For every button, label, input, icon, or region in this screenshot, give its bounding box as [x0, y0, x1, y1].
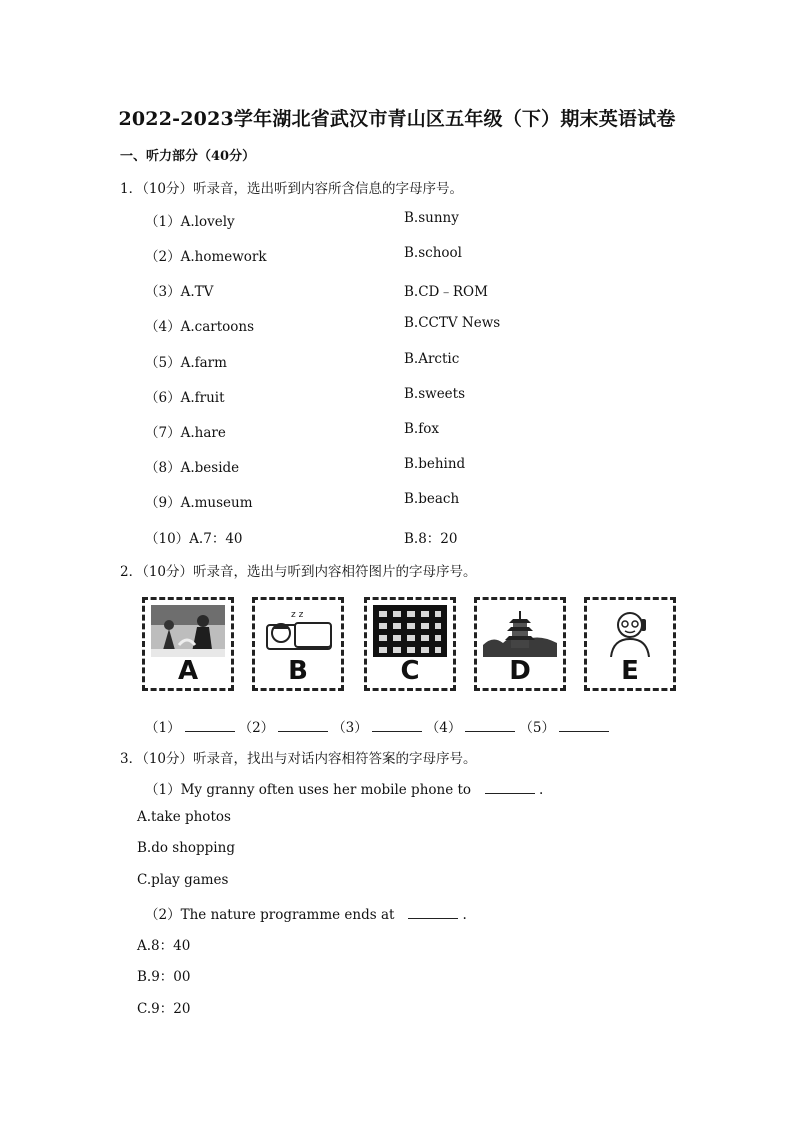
question-3-sub-2: （2）The nature programme ends at . — [145, 907, 467, 923]
picture-letter: C — [400, 656, 420, 686]
option-c: C.9：20 — [137, 1001, 191, 1017]
option-b: B.CD﹣ROM — [404, 284, 488, 300]
answer-blank[interactable] — [185, 719, 235, 732]
option-b: B.8：20 — [404, 531, 458, 547]
option-c: C.play games — [137, 872, 229, 888]
building-windows-picture-icon — [373, 605, 447, 657]
svg-text:z z: z z — [291, 610, 304, 620]
question-1-stem: 1．（10分）听录音，选出听到内容所含信息的字母序号。 — [120, 181, 464, 197]
option-row: （9）A.museum — [145, 495, 253, 511]
picture-letter: A — [177, 656, 199, 686]
option-row: （6）A.fruit — [145, 390, 225, 406]
answer-blank[interactable] — [465, 719, 515, 732]
option-b: B.Arctic — [404, 351, 460, 367]
picture-b — [252, 597, 344, 691]
option-b: B.school — [404, 245, 462, 261]
option-b: B.beach — [404, 491, 460, 507]
option-a: A.take photos — [137, 809, 231, 825]
pagoda-tower-picture-icon — [483, 605, 557, 657]
question-3-sub-1: （1）My granny often uses her mobile phone to . — [145, 782, 544, 798]
picture-e — [584, 597, 676, 691]
option-b: B.do shopping — [137, 840, 235, 856]
option-row: （3）A.TV — [145, 284, 214, 300]
winter-people-photo-icon — [151, 605, 225, 657]
option-row: （1）A.lovely — [145, 214, 235, 230]
option-row: （2）A.homework — [145, 249, 267, 265]
picture-letter: B — [288, 656, 308, 686]
answer-blank[interactable] — [372, 719, 422, 732]
option-b: B.sweets — [404, 386, 466, 402]
section-heading-listening: 一、听力部分（40分） — [120, 149, 256, 164]
option-row: （4）A.cartoons — [145, 319, 254, 335]
question-2-answer-blanks: （1） （2） （3） （4） （5） — [145, 716, 613, 736]
question-2-pictures — [142, 597, 682, 695]
picture-letter: D — [509, 656, 531, 686]
option-row: （8）A.beside — [145, 460, 240, 476]
option-b: B.sunny — [404, 210, 459, 226]
option-a: A.8：40 — [137, 938, 191, 954]
page-title: 2022-2023学年湖北省武汉市青山区五年级（下）期末英语试卷 — [118, 108, 676, 130]
answer-blank[interactable] — [278, 719, 328, 732]
picture-c — [364, 597, 456, 691]
sleeping-child-picture-icon — [261, 605, 335, 657]
old-man-phone-picture-icon — [593, 605, 667, 657]
option-row: （7）A.hare — [145, 425, 226, 441]
picture-letter: E — [621, 656, 639, 686]
option-b: B.CCTV News — [404, 315, 501, 331]
option-b: B.behind — [404, 456, 466, 472]
answer-blank[interactable] — [408, 906, 458, 919]
option-b: B.fox — [404, 421, 439, 437]
answer-blank[interactable] — [485, 781, 535, 794]
option-b: B.9：00 — [137, 969, 191, 985]
picture-d — [474, 597, 566, 691]
option-row: （10）A.7：40 — [145, 531, 243, 547]
question-3-stem: 3．（10分）听录音，找出与对话内容相符答案的字母序号。 — [120, 751, 477, 767]
question-2-stem: 2．（10分）听录音，选出与听到内容相符图片的字母序号。 — [120, 564, 477, 580]
option-row: （5）A.farm — [145, 355, 227, 371]
picture-a — [142, 597, 234, 691]
answer-blank[interactable] — [559, 719, 609, 732]
